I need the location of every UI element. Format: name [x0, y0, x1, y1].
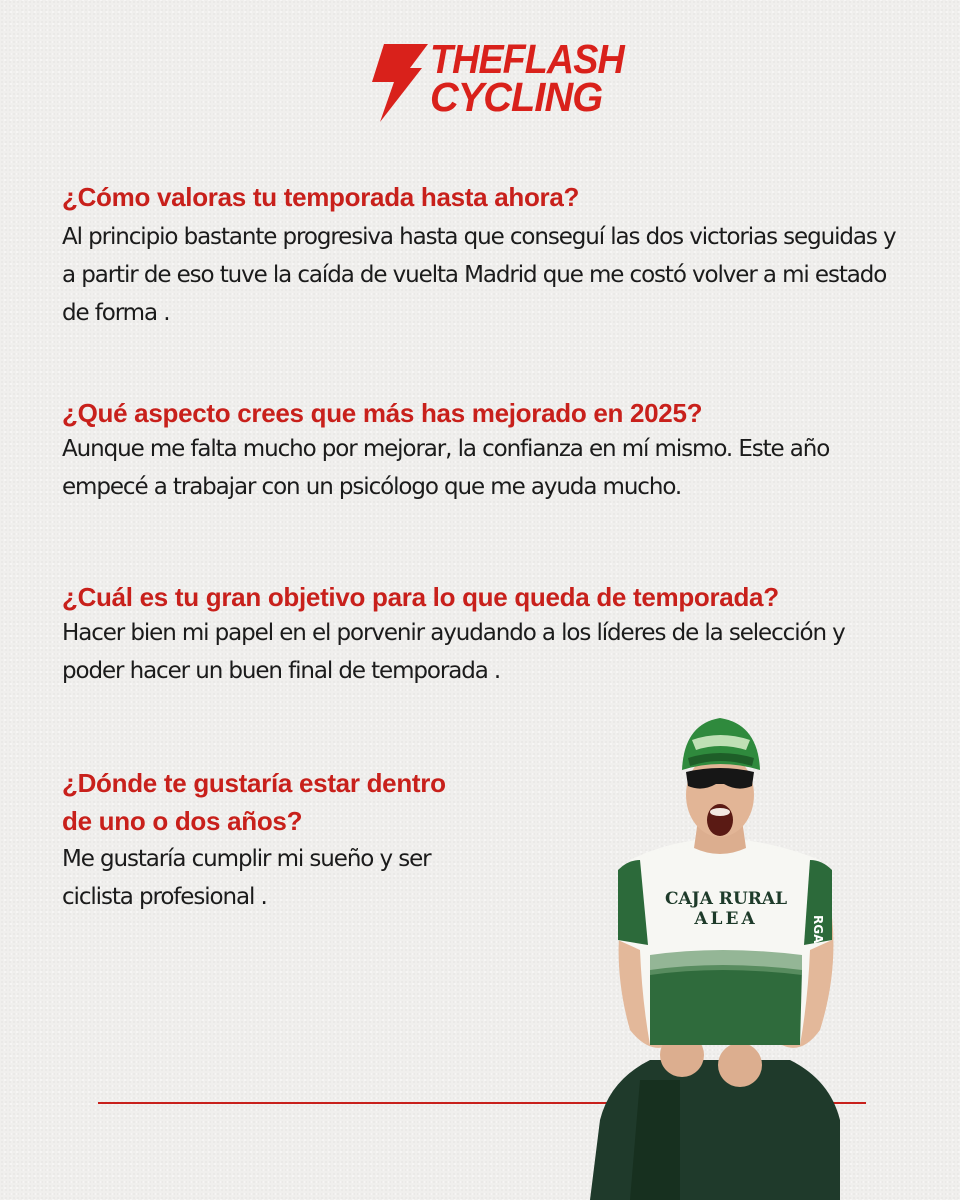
answer-1-line-3: de forma . [62, 300, 170, 326]
jersey-sponsor-line2: ALEA [694, 909, 758, 929]
qa-block-1 [62, 180, 952, 332]
jersey-side-text: RGA [811, 915, 825, 944]
answer-4-line-2: ciclista profesional . [62, 884, 267, 910]
brand-line1: THEFLASH [430, 36, 624, 82]
question-3: ¿Cuál es tu gran objetivo para lo que queda de temporada? [62, 582, 779, 612]
brand-wordmark [430, 36, 641, 120]
question-4 [62, 764, 522, 840]
answer-4 [62, 840, 522, 916]
qa-block-4 [62, 764, 522, 916]
answer-1-line-1: Al principio bastante progresiva hasta que conseguí las dos victorias seguidas y [62, 224, 896, 250]
cyclist-photo [570, 700, 870, 1200]
answer-1 [62, 218, 952, 332]
jersey-sponsor-line1: CAJA RURAL [664, 889, 788, 909]
answer-2-line-2: empecé a trabajar con un psicólogo que me ayuda mucho. [62, 474, 682, 500]
qa-block-2 [62, 396, 952, 506]
answer-4-line-1: Me gustaría cumplir mi sueño y ser [62, 846, 431, 872]
answer-3 [62, 614, 952, 690]
answer-1-line-2: a partir de eso tuve la caída de vuelta Madrid que me costó volver a mi estado [62, 262, 887, 288]
answer-3-line-1: Hacer bien mi papel en el porvenir ayudando a los líderes de la selección y [62, 620, 845, 646]
qa-block-3 [62, 580, 952, 690]
lightning-bolt-icon [370, 42, 430, 122]
answer-2-line-1: Aunque me falta mucho por mejorar, la confianza en mí mismo. Este año [62, 436, 830, 462]
brand-line2: CYCLING [430, 74, 603, 120]
question-2: ¿Qué aspecto crees que más has mejorado en 2025? [62, 398, 703, 428]
question-4-line-2: de uno o dos años? [62, 806, 303, 836]
answer-3-line-2: poder hacer un buen final de temporada . [62, 658, 501, 684]
answer-2 [62, 430, 952, 506]
brand-logo [370, 36, 624, 124]
question-1: ¿Cómo valoras tu temporada hasta ahora? [62, 182, 580, 212]
question-4-line-1: ¿Dónde te gustaría estar dentro [62, 768, 446, 798]
